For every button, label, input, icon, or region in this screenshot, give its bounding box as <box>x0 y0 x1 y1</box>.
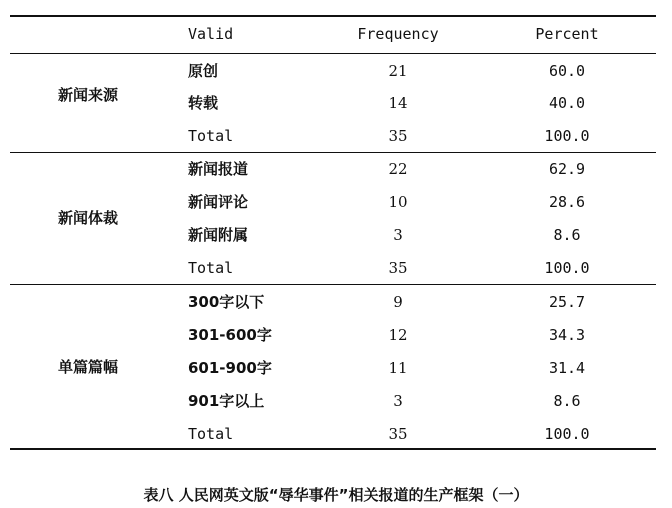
table-row-frequency: 3 <box>393 226 403 244</box>
table-row-frequency: 35 <box>388 425 408 443</box>
header-frequency: Frequency <box>357 25 439 43</box>
group-label-length: 单篇篇幅 <box>58 358 119 376</box>
table-row-valid: 901字以上 <box>188 392 265 410</box>
table-row-percent: 40.0 <box>548 94 586 112</box>
table-row-valid: 原创 <box>188 62 219 80</box>
table-bottom-rule <box>10 448 656 450</box>
table-row-frequency: 21 <box>388 62 408 80</box>
table-row-percent: 100.0 <box>544 127 590 145</box>
table-row-frequency: 10 <box>388 193 408 211</box>
group-divider <box>10 284 656 285</box>
table-caption: 表八 人民网英文版“辱华事件”相关报道的生产框架（一） <box>143 486 529 504</box>
table-row-valid: 301-600字 <box>188 326 272 344</box>
group-label-source: 新闻来源 <box>58 86 119 104</box>
table-row-percent: 100.0 <box>544 259 590 277</box>
table-row-percent: 8.6 <box>553 392 581 410</box>
table-row-frequency: 14 <box>388 94 408 112</box>
table-row-frequency: 9 <box>393 293 403 311</box>
group-label-genre: 新闻体裁 <box>58 209 119 227</box>
header-rule <box>10 53 656 54</box>
table-row-frequency: 35 <box>388 127 408 145</box>
header-percent: Percent <box>535 25 599 43</box>
table-row-valid: 300字以下 <box>188 293 265 311</box>
table-row-frequency: 11 <box>388 359 408 377</box>
table-row-valid: Total <box>188 425 234 443</box>
table-row-percent: 31.4 <box>548 359 586 377</box>
table-row-percent: 25.7 <box>548 293 586 311</box>
header-valid: Valid <box>188 25 234 43</box>
table-row-valid: Total <box>188 127 234 145</box>
table-row-frequency: 3 <box>393 392 403 410</box>
table-row-valid: 601-900字 <box>188 359 272 377</box>
table-top-rule <box>10 15 656 17</box>
table-row-valid: 新闻附属 <box>188 226 249 244</box>
table-row-percent: 28.6 <box>548 193 586 211</box>
table-row-frequency: 35 <box>388 259 408 277</box>
table-row-percent: 60.0 <box>548 62 586 80</box>
table-row-percent: 34.3 <box>548 326 586 344</box>
table-row-valid: 新闻报道 <box>188 160 249 178</box>
table-row-frequency: 12 <box>388 326 408 344</box>
table-row-percent: 100.0 <box>544 425 590 443</box>
group-divider <box>10 152 656 153</box>
table-row-frequency: 22 <box>388 160 408 178</box>
table-row-percent: 62.9 <box>548 160 586 178</box>
table-row-valid: Total <box>188 259 234 277</box>
table-row-percent: 8.6 <box>553 226 581 244</box>
table-row-valid: 新闻评论 <box>188 193 249 211</box>
table-row-valid: 转载 <box>188 94 219 112</box>
